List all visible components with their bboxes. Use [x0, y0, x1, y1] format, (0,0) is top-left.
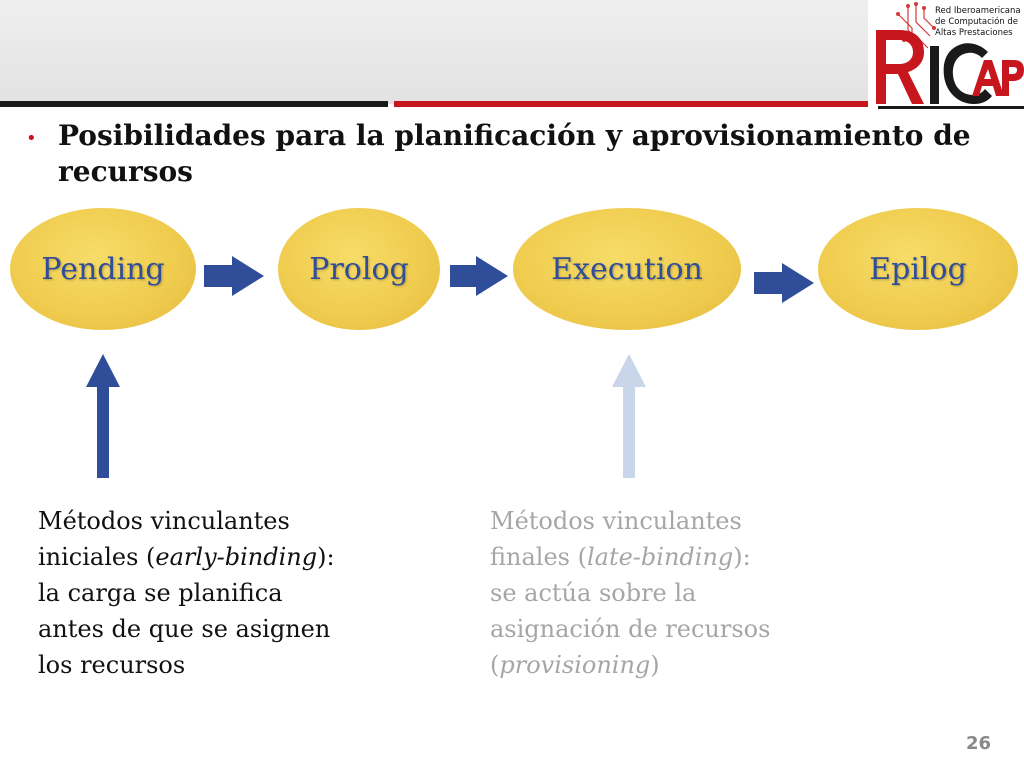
node-label-execution: Execution — [551, 252, 703, 287]
note-text: finales ( — [490, 543, 587, 571]
note-text: iniciales ( — [38, 543, 156, 571]
page-number: 26 — [966, 733, 992, 754]
header-band — [0, 0, 868, 104]
header-rule-red — [394, 101, 868, 107]
note-line — [38, 539, 398, 575]
logo-caption-line: Altas Prestaciones — [935, 28, 1013, 38]
note-line: se actúa sobre la — [490, 579, 697, 607]
node-label-epilog: Epilog — [869, 252, 967, 287]
note-line: antes de que se asignen — [38, 615, 331, 643]
logo-caption-line: Red Iberoamericana — [935, 6, 1021, 16]
note-emphasis: late-binding — [586, 543, 734, 571]
note-emphasis: provisioning — [499, 651, 651, 679]
note-text: ) — [650, 651, 660, 679]
arrow-right-icon — [204, 256, 264, 296]
arrow-up-icon — [86, 354, 120, 478]
node-label-pending: Pending — [41, 252, 165, 287]
logo-caption-line: de Computación de — [935, 17, 1019, 27]
note-emphasis: early-binding — [155, 543, 318, 571]
header-rule-black — [0, 101, 388, 107]
note-line: los recursos — [38, 651, 186, 679]
early-binding-note — [38, 503, 398, 683]
note-text: ( — [490, 651, 500, 679]
note-line — [490, 647, 850, 683]
note-text: ): — [733, 543, 751, 571]
arrow-up-icon — [612, 354, 646, 478]
late-binding-note — [490, 503, 850, 683]
note-line: Métodos vinculantes — [38, 507, 290, 535]
bullet-icon: • — [26, 128, 37, 149]
note-line: la carga se planifica — [38, 579, 283, 607]
arrow-right-icon — [450, 256, 508, 296]
slide-bullet: Posibilidades para la planificación y aprovisionamiento de recursos — [58, 119, 971, 188]
note-line — [490, 539, 850, 575]
arrow-right-icon — [754, 263, 814, 303]
note-text: ): — [317, 543, 335, 571]
note-line: Métodos vinculantes — [490, 507, 742, 535]
note-line: asignación de recursos — [490, 615, 771, 643]
logo-caption — [935, 6, 1023, 39]
node-label-prolog: Prolog — [309, 252, 409, 287]
